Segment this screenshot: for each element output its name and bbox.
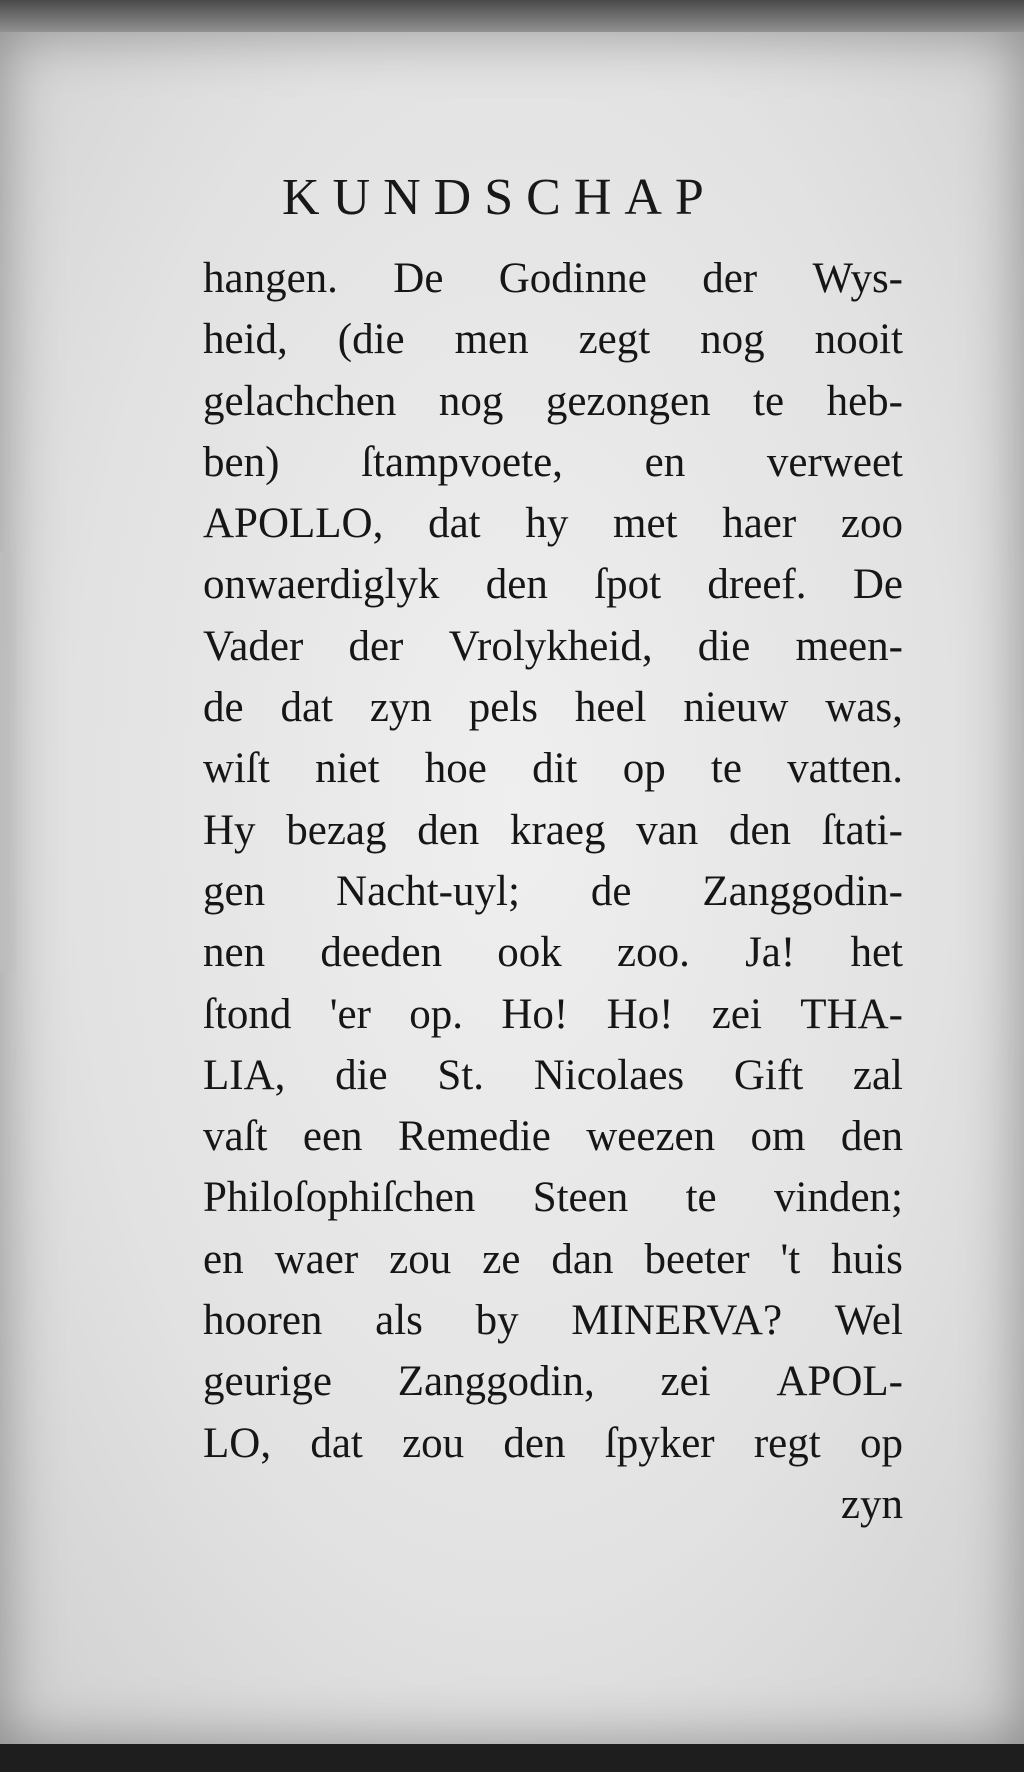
word: LIA,	[203, 1051, 286, 1099]
word: Godinne	[498, 255, 647, 302]
scan-border-bottom	[0, 1744, 1024, 1772]
word: gezongen	[545, 377, 711, 425]
word: nieuw	[683, 684, 789, 732]
word: Ho!	[501, 990, 569, 1038]
word: der	[348, 622, 404, 670]
word: bezag	[286, 806, 387, 854]
word: die	[697, 622, 751, 670]
word: een	[302, 1113, 363, 1161]
text-line	[203, 371, 903, 432]
word: De	[852, 561, 903, 609]
word: ſtati-	[821, 806, 903, 854]
word: zyn	[369, 684, 432, 732]
word: by	[475, 1297, 519, 1345]
word: zou	[402, 1419, 465, 1467]
word: zal	[852, 1051, 903, 1099]
word: het	[850, 929, 903, 977]
word: nog	[438, 377, 504, 425]
word: ook	[497, 929, 562, 977]
word: Ja!	[745, 929, 796, 977]
word: Wys-	[812, 255, 903, 302]
word: meen-	[795, 622, 903, 670]
text-line	[203, 677, 903, 738]
word: ſtond	[203, 990, 292, 1038]
word: met	[613, 500, 678, 548]
word: den	[417, 806, 480, 854]
word: onwaerdiglyk	[203, 561, 440, 609]
word: Zanggodin,	[397, 1358, 595, 1406]
word: deeden	[320, 929, 443, 977]
word: Hy	[203, 806, 256, 854]
word: als	[375, 1297, 423, 1345]
word: zoo.	[617, 929, 690, 977]
word: Vrolykheid,	[448, 622, 653, 670]
word: de	[203, 684, 244, 732]
word: nen	[203, 929, 266, 977]
word: hangen.	[203, 255, 338, 302]
word: ſtampvoete,	[361, 438, 563, 486]
word: dat	[280, 684, 333, 732]
word: den	[485, 561, 548, 609]
text-line	[203, 493, 903, 554]
word: Zanggodin-	[702, 867, 903, 915]
word: te	[710, 745, 742, 793]
text-line	[203, 738, 903, 799]
word: regt	[753, 1419, 821, 1467]
word: APOLLO,	[203, 500, 384, 548]
text-line	[203, 554, 903, 615]
word: vatten.	[787, 745, 903, 793]
word: Wel	[834, 1297, 903, 1345]
word: zei	[711, 990, 762, 1038]
word: op.	[409, 990, 463, 1038]
word: men	[454, 316, 529, 364]
text-line	[203, 922, 903, 983]
text-line	[203, 1290, 903, 1351]
word: 't	[780, 1235, 801, 1283]
word: heb-	[826, 377, 903, 425]
word: om	[750, 1113, 806, 1161]
word: vaſt	[203, 1113, 268, 1161]
word: LO,	[203, 1419, 272, 1467]
word: heid,	[203, 316, 288, 364]
word: den	[840, 1113, 903, 1161]
body-text	[203, 248, 903, 1535]
page-edge-shadow	[0, 552, 18, 972]
text-line	[203, 861, 903, 922]
word: Steen	[532, 1174, 629, 1222]
text-line	[203, 1351, 903, 1412]
word: heel	[574, 684, 647, 732]
word: Vader	[203, 622, 304, 670]
word: op	[859, 1419, 903, 1467]
word: op	[622, 745, 666, 793]
word: nog	[700, 316, 765, 364]
text-line	[203, 1045, 903, 1106]
word: te	[685, 1174, 717, 1222]
word: huis	[831, 1235, 903, 1283]
word: waer	[274, 1235, 359, 1283]
text-line	[203, 309, 903, 370]
word: der	[702, 255, 758, 302]
text-line	[203, 432, 903, 493]
word: geurige	[203, 1358, 332, 1406]
word: niet	[315, 745, 380, 793]
word: vinden;	[774, 1174, 903, 1222]
text-line	[203, 1229, 903, 1290]
word: pels	[468, 684, 539, 732]
word: beeter	[644, 1235, 750, 1283]
word: die	[335, 1051, 388, 1099]
word: kraeg	[509, 806, 606, 854]
word: verweet	[766, 438, 903, 486]
word: de	[590, 867, 632, 915]
word: nooit	[814, 316, 903, 364]
text-line	[203, 800, 903, 861]
word: ſpyker	[604, 1419, 715, 1467]
word: APOL-	[776, 1358, 903, 1406]
word: ze	[482, 1235, 521, 1283]
word: THA-	[800, 990, 903, 1038]
word: Nacht-uyl;	[336, 867, 520, 915]
word: dat	[310, 1419, 363, 1467]
word: 'er	[329, 990, 371, 1038]
word: De	[393, 255, 444, 302]
word: van	[636, 806, 699, 854]
word: zou	[389, 1235, 452, 1283]
text-line	[203, 616, 903, 677]
word: wiſt	[203, 745, 270, 793]
word: Nicolaes	[533, 1051, 685, 1099]
word: Gift	[733, 1051, 804, 1099]
word: St.	[437, 1051, 484, 1099]
word: MINERVA?	[571, 1297, 783, 1345]
word: dat	[428, 500, 481, 548]
word: zei	[660, 1358, 711, 1406]
word: Philoſophiſchen	[203, 1174, 476, 1222]
word: dreef.	[707, 561, 807, 609]
word: Ho!	[606, 990, 674, 1038]
word: was,	[825, 684, 903, 732]
word: hoe	[424, 745, 487, 793]
scan-border-top	[0, 0, 1024, 36]
word: haer	[722, 500, 797, 548]
text-line	[203, 1413, 903, 1474]
word: zoo	[840, 500, 903, 548]
running-head: KUNDSCHAP	[282, 169, 717, 226]
word: dan	[551, 1235, 614, 1283]
word: en	[644, 438, 686, 486]
word: ben)	[203, 438, 280, 486]
word: te	[753, 377, 785, 425]
text-line	[203, 1106, 903, 1167]
word: hy	[525, 500, 569, 548]
word: en	[203, 1235, 244, 1283]
word: Remedie	[397, 1113, 551, 1161]
text-line	[203, 1167, 903, 1228]
word: zegt	[578, 316, 651, 364]
word: (die	[337, 316, 405, 364]
word: dit	[532, 745, 578, 793]
word: gelachchen	[203, 377, 397, 425]
text-line	[203, 248, 903, 309]
word: ſpot	[594, 561, 662, 609]
word: den	[728, 806, 792, 854]
text-line	[203, 984, 903, 1045]
catchword: zyn	[840, 1480, 903, 1528]
word: gen	[203, 867, 266, 915]
word: den	[503, 1419, 566, 1467]
word: weezen	[586, 1113, 716, 1161]
word: hooren	[203, 1297, 323, 1345]
